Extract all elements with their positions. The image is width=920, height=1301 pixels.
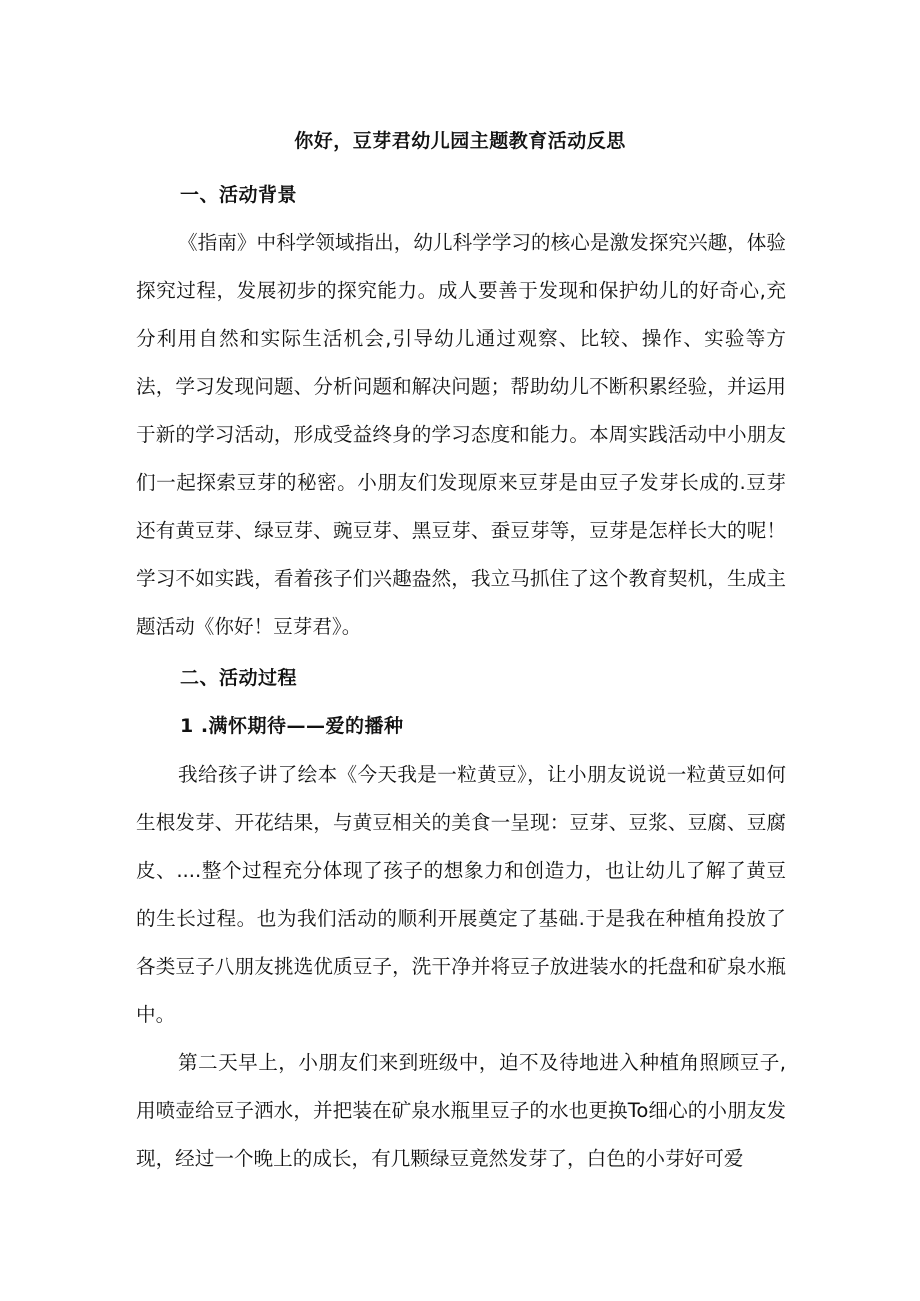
paragraph-picture-book: 我给孩子讲了绘本《今天我是一粒黄豆》，让小朋友说说一粒黄豆如何生根发芽、开花结果，与黄豆相关的美食一呈现：豆芽、豆浆、豆腐、豆腐皮、....整个过程充分体现了孩子的想象力和创造力，也让幼儿了解了黄豆的生长过程。也为我们活动的顺利开展奠定了基础.于是我在种植角投放了各类豆子八朋友挑选优质豆子，洗干净并将豆子放进装水的托盘和矿泉水瓶中。	[136, 763, 786, 1026]
subheading-sowing: 1 .满怀期待——爱的播种	[180, 715, 404, 737]
document-title: 你好，豆芽君幼儿园主题教育活动反思	[294, 130, 626, 152]
section-heading-background: 一、活动背景	[180, 184, 298, 206]
section-heading-process: 二、活动过程	[180, 667, 298, 689]
paragraph-background: 《指南》中科学领域指出，幼儿科学学习的核心是激发探究兴趣，体验探究过程，发展初步的探究能力。成人要善于发现和保护幼儿的好奇心,充分利用自然和实际生活机会,引导幼儿通过观察、比较、操作、实验等方法，学习发现问题、分析问题和解决问题；帮助幼儿不断积累经验，并运用于新的学习活动，形成受益终身的学习态度和能力。本周实践活动中小朋友们一起探索豆芽的秘密。小朋友们发现原来豆芽是由豆子发芽长成的.豆芽还有黄豆芽、绿豆芽、豌豆芽、黑豆芽、蚕豆芽等，豆芽是怎样长大的呢！学习不如实践，看着孩子们兴趣盎然，我立马抓住了这个教育契机，生成主题活动《你好！豆芽君》。	[136, 231, 786, 638]
paragraph-next-morning: 第二天早上，小朋友们来到班级中，迫不及待地进入种植角照顾豆子,用喷壶给豆子洒水，并把装在矿泉水瓶里豆子的水也更换To细心的小朋友发现，经过一个晚上的成长，有几颗绿豆竟然发芽了，白色的小芽好可爱	[136, 1051, 786, 1170]
